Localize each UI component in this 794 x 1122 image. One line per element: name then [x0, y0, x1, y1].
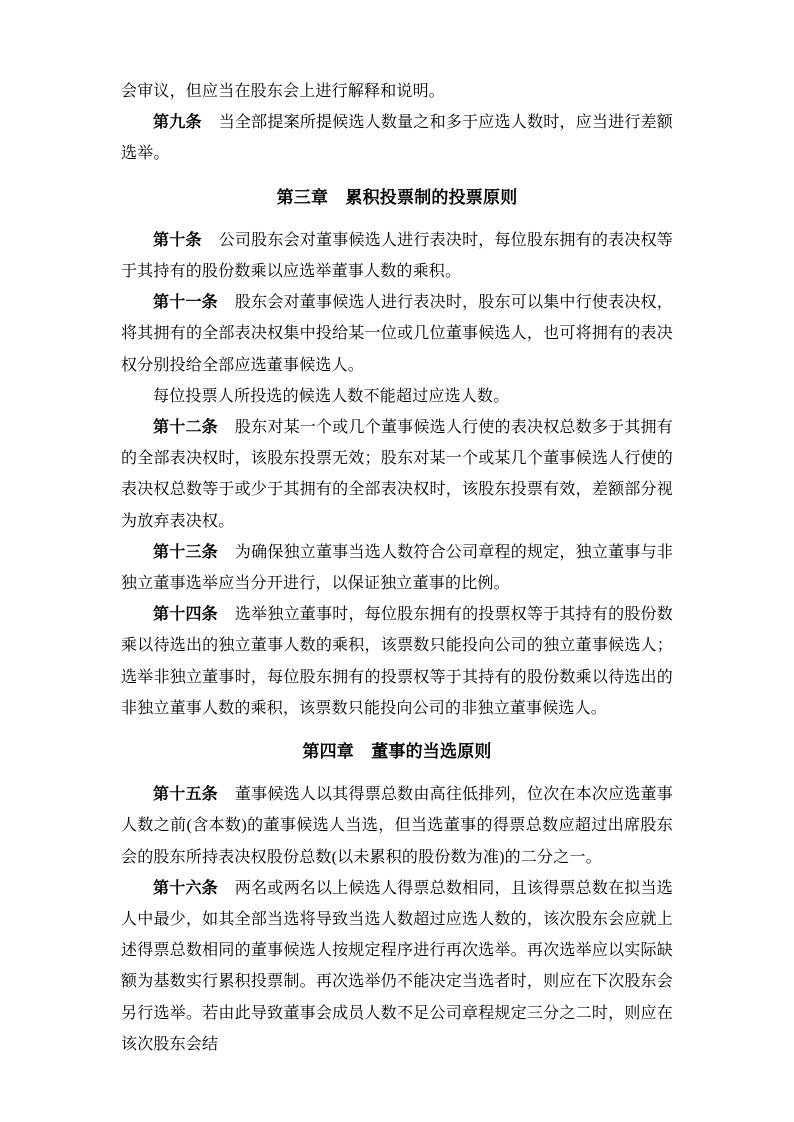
article-number: 第十六条 — [153, 879, 218, 897]
paragraph-text: 两名或两名以上候选人得票总数相同，且该得票总数在拟当选人中最少，如其全部当选将导致当选人数超过应选人数的，该次股东会应就上述得票总数相同的董事候选人按规定程序进行再次选举。再次选举应以实际缺额为基数实行累积投票制。再次选举仍不能决定当选者时，则应在下次股东会另行选举。若由此导致董事会成员人数不足公司章程规定三分之二时，则应在该次股东会结 — [121, 879, 673, 1053]
paragraph-text: 每位投票人所投选的候选人数不能超过应选人数。 — [153, 387, 510, 405]
paragraph-continuation — [121, 76, 673, 107]
chapter-heading: 第三章 累积投票制的投票原则 — [276, 187, 518, 207]
article-paragraph — [121, 412, 673, 537]
paragraph-text: 为确保独立董事当选人数符合公司章程的规定，独立董事与非独立董事选举应当分开进行，以保证独立董事的比例。 — [121, 543, 673, 593]
article-number: 第十二条 — [153, 419, 218, 437]
paragraph — [121, 381, 673, 412]
paragraph-text: 股东会对董事候选人进行表决时，股东可以集中行使表决权，将其拥有的全部表决权集中投给某一位或几位董事候选人，也可将拥有的表决权分别投给全部应选董事候选人。 — [121, 294, 673, 374]
article-paragraph — [121, 537, 673, 599]
article-number: 第九条 — [153, 114, 202, 132]
paragraph-text: 选举独立董事时，每位股东拥有的投票权等于其持有的股份数乘以待选出的独立董事人数的乘积，该票数只能投向公司的独立董事候选人；选举非独立董事时，每位股东拥有的投票权等于其持有的股份数乘以待选出的非独立董事人数的乘积，该票数只能投向公司的非独立董事候选人。 — [121, 606, 673, 717]
article-number: 第十三条 — [153, 543, 218, 561]
article-number: 第十五条 — [153, 786, 218, 804]
chapter-heading: 第四章 董事的当选原则 — [302, 742, 492, 762]
paragraph-text: 股东对某一个或几个董事候选人行使的表决权总数多于其拥有的全部表决权时，该股东投票无效；股东对某一个或某几个董事候选人行使的表决权总数等于或少于其拥有的全部表决权时，该股东投票有效，差额部分视为放弃表决权。 — [121, 419, 673, 530]
article-paragraph — [121, 107, 673, 169]
article-number: 第十四条 — [153, 606, 218, 624]
article-paragraph — [121, 225, 673, 287]
article-number: 第十条 — [153, 231, 202, 249]
article-paragraph — [121, 287, 673, 381]
paragraph-text: 会审议，但应当在股东会上进行解释和说明。 — [121, 83, 446, 100]
paragraph-text: 董事候选人以其得票总数由高往低排列，位次在本次应选董事人数之前(含本数)的董事候选人当选，但当选董事的得票总数应超过出席股东会的股东所持表决权股份总数(以未累积的股份数为准)的二分之一。 — [121, 786, 673, 866]
article-number: 第十一条 — [153, 294, 218, 312]
article-paragraph — [121, 779, 673, 873]
paragraph-text: 当全部提案所提候选人数量之和多于应选人数时，应当进行差额选举。 — [121, 114, 673, 163]
paragraph-text: 公司股东会对董事候选人进行表决时，每位股东拥有的表决权等于其持有的股份数乘以应选举董事人数的乘积。 — [121, 231, 673, 281]
article-paragraph — [121, 873, 673, 1060]
article-paragraph — [121, 599, 673, 724]
